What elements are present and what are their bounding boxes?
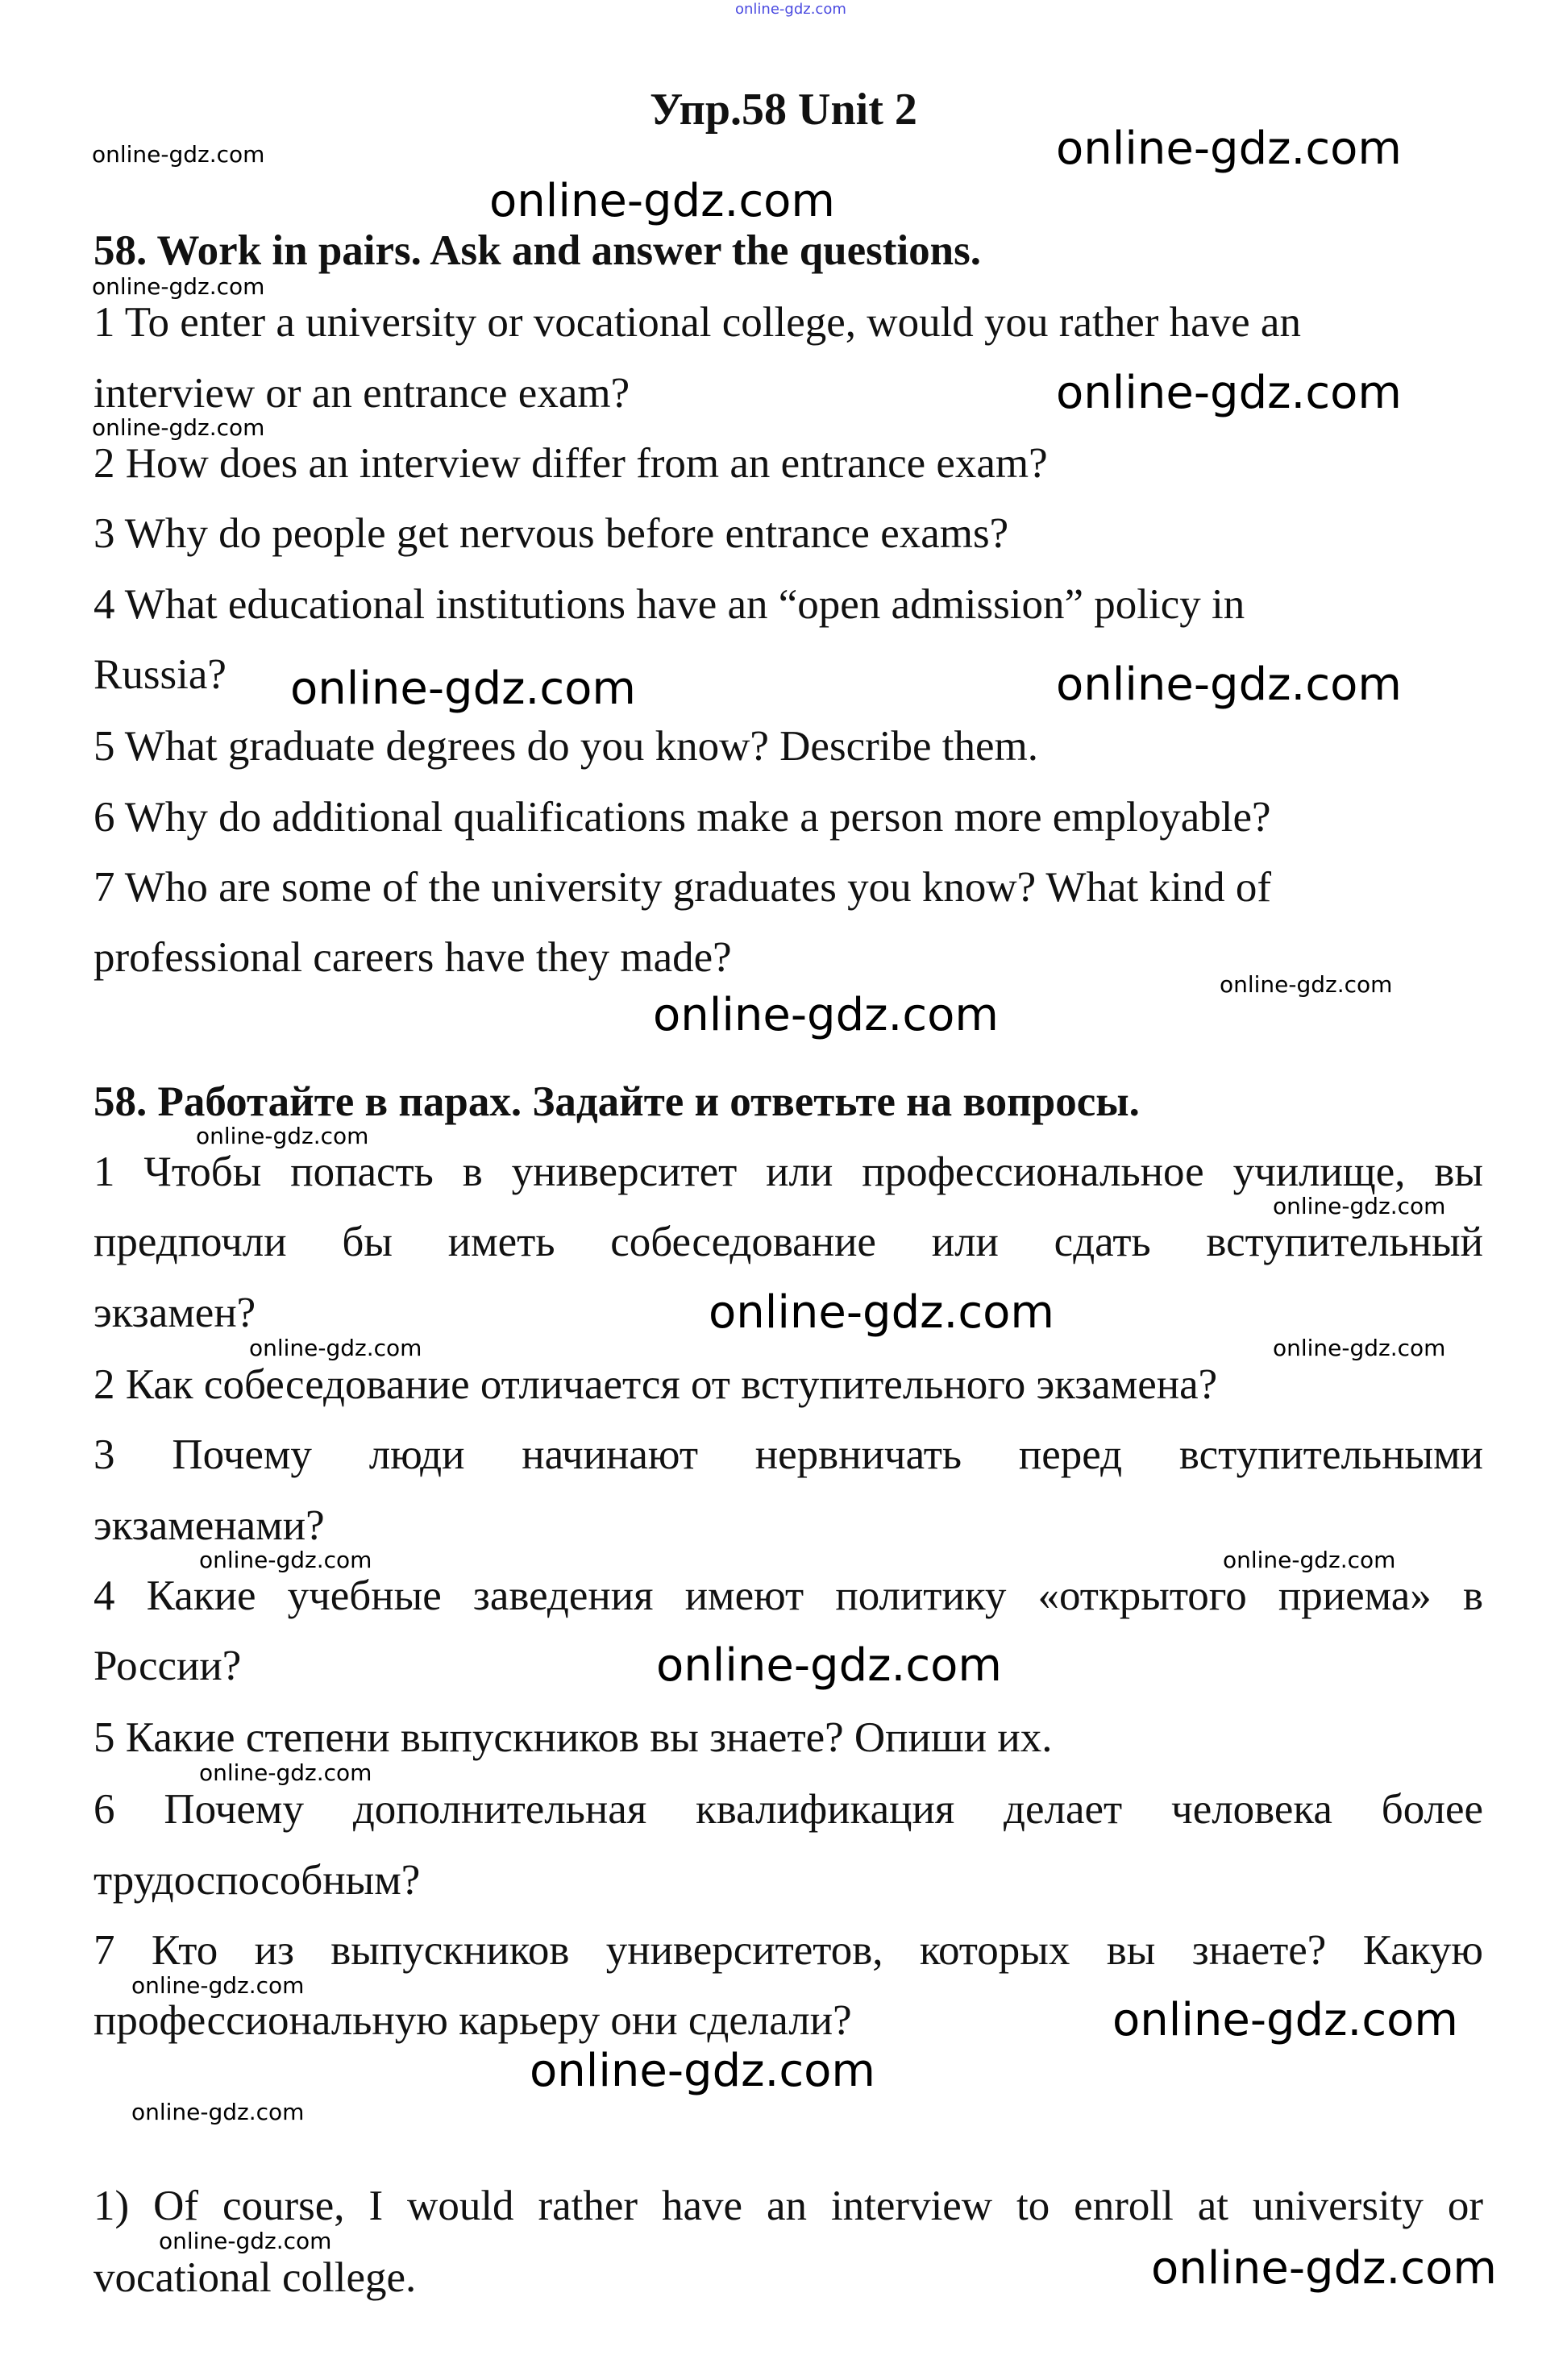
watermark: online-gdz.com <box>131 2099 305 2125</box>
text-line: 6 Why do additional qualifications make a person more employable? <box>94 793 1271 841</box>
text-line: 1 Чтобы попасть в университет или профессиональное училище, вы <box>94 1148 1483 1195</box>
text-line: 1) Of course, I would rather have an interview to enroll at university or <box>94 2182 1483 2229</box>
text-line: 5 Какие степени выпускников вы знаете? Опиши их. <box>94 1713 1053 1761</box>
watermark: online-gdz.com <box>1056 658 1402 711</box>
watermark: online-gdz.com <box>1151 2242 1497 2295</box>
watermark: online-gdz.com <box>1056 123 1402 175</box>
text-line: vocational college. <box>94 2253 417 2301</box>
text-line: 1 To enter a university or vocational college, would you rather have an <box>94 298 1301 346</box>
page-title: Упр.58 Unit 2 <box>650 85 917 135</box>
watermark: online-gdz.com <box>653 989 999 1041</box>
watermark: online-gdz.com <box>131 1972 305 1999</box>
watermark: online-gdz.com <box>249 1335 422 1361</box>
watermark: online-gdz.com <box>199 1547 372 1573</box>
watermark: online-gdz.com <box>656 1639 1002 1692</box>
watermark: online-gdz.com <box>199 1759 372 1786</box>
section-heading: 58. Work in pairs. Ask and answer the questions. <box>94 226 982 274</box>
watermark: online-gdz.com <box>1273 1193 1446 1219</box>
watermark: online-gdz.com <box>196 1123 369 1149</box>
text-line: 4 What educational institutions have an “open admission” policy in <box>94 580 1245 628</box>
watermark: online-gdz.com <box>92 141 265 168</box>
watermark: online-gdz.com <box>92 273 265 300</box>
text-line: 2 How does an interview differ from an entrance exam? <box>94 439 1048 487</box>
text-line: предпочли бы иметь собеседование или сдать вступительный <box>94 1218 1483 1265</box>
text-line: Russia? <box>94 650 227 698</box>
text-line: 3 Почему люди начинают нервничать перед вступительными <box>94 1431 1483 1478</box>
text-line: interview or an entrance exam? <box>94 369 630 417</box>
text-line: экзамен? <box>94 1289 256 1336</box>
watermark: online-gdz.com <box>1112 1994 1458 2046</box>
watermark: online-gdz.com <box>489 175 835 227</box>
text-line: 7 Who are some of the university graduates you know? What kind of <box>94 863 1272 911</box>
watermark: online-gdz.com <box>530 2045 875 2097</box>
text-line: трудоспособным? <box>94 1856 421 1904</box>
watermark: online-gdz.com <box>1273 1335 1446 1361</box>
watermark: online-gdz.com <box>159 2228 332 2254</box>
text-line: 3 Why do people get nervous before entrance exams? <box>94 509 1009 557</box>
text-line: экзаменами? <box>94 1502 325 1549</box>
watermark: online-gdz.com <box>1223 1547 1396 1573</box>
watermark: online-gdz.com <box>1220 971 1393 998</box>
watermark: online-gdz.com <box>1056 367 1402 419</box>
watermark: online-gdz.com <box>709 1286 1054 1339</box>
text-line: 5 What graduate degrees do you know? Describe them. <box>94 722 1038 770</box>
text-line: professional careers have they made? <box>94 933 732 981</box>
watermark: online-gdz.com <box>735 1 846 18</box>
watermark: online-gdz.com <box>290 662 636 715</box>
watermark: online-gdz.com <box>92 414 265 441</box>
text-line: 4 Какие учебные заведения имеют политику «открытого приема» в <box>94 1572 1483 1619</box>
text-line: профессиональную карьеру они сделали? <box>94 1996 852 2044</box>
text-line: 7 Кто из выпускников университетов, которых вы знаете? Какую <box>94 1926 1483 1974</box>
text-line: России? <box>94 1642 242 1689</box>
text-line: 6 Почему дополнительная квалификация делает человека более <box>94 1785 1483 1833</box>
text-line: 2 Как собеседование отличается от вступительного экзамена? <box>94 1360 1218 1408</box>
section-heading: 58. Работайте в парах. Задайте и ответьте на вопросы. <box>94 1078 1140 1125</box>
